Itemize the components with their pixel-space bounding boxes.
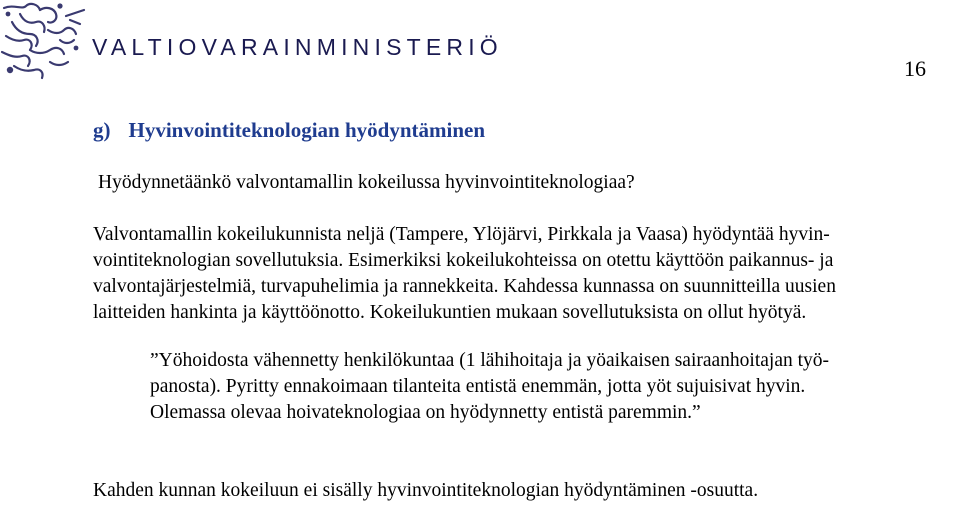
finnish-coat-of-arms-lion-icon (0, 0, 90, 80)
paragraph-line: valvontajärjestelmiä, turvapuhelimia ja rannekkeita. Kahdessa kunnassa on suunnitteilla uusien (93, 276, 836, 297)
section-heading (93, 118, 485, 143)
body-paragraph (93, 222, 959, 326)
page-number: 16 (904, 56, 926, 81)
paragraph-line: vointiteknologian sovellutuksia. Esimerkiksi kokeilukohteissa on otettu käyttöön paikannus- ja (93, 250, 834, 271)
paragraph-line: Valvontamallin kokeilukunnista neljä (Tampere, Ylöjärvi, Pirkkala ja Vaasa) hyödyntää hyvin- (93, 224, 830, 245)
quote-line: panosta). Pyritty ennakoimaan tilanteita entistä enemmän, jotta yöt sujuisivat hyvin. (150, 376, 806, 397)
quote-block (150, 348, 950, 426)
ministry-name: VALTIOVARAINMINISTERIÖ (92, 34, 503, 60)
section-title: Hyvinvointiteknologian hyödyntäminen (128, 118, 485, 142)
conclusion-text: Kahden kunnan kokeiluun ei sisälly hyvinvointiteknologian hyödyntäminen -osuutta. (93, 480, 759, 501)
quote-line: ”Yöhoidosta vähennetty henkilökuntaa (1 lähihoitaja ja yöaikaisen sairaanhoitajan työ- (150, 350, 830, 371)
paragraph-line: laitteiden hankinta ja käyttöönotto. Kokeilukuntien mukaan sovellutuksista on ollut hyötyä. (93, 302, 807, 323)
question-text: Hyödynnetäänkö valvontamallin kokeilussa hyvinvointiteknologiaa? (98, 172, 635, 193)
section-number: g) (93, 118, 111, 142)
quote-line: Olemassa olevaa hoivateknologiaa on hyödynnetty entistä paremmin.” (150, 402, 701, 423)
